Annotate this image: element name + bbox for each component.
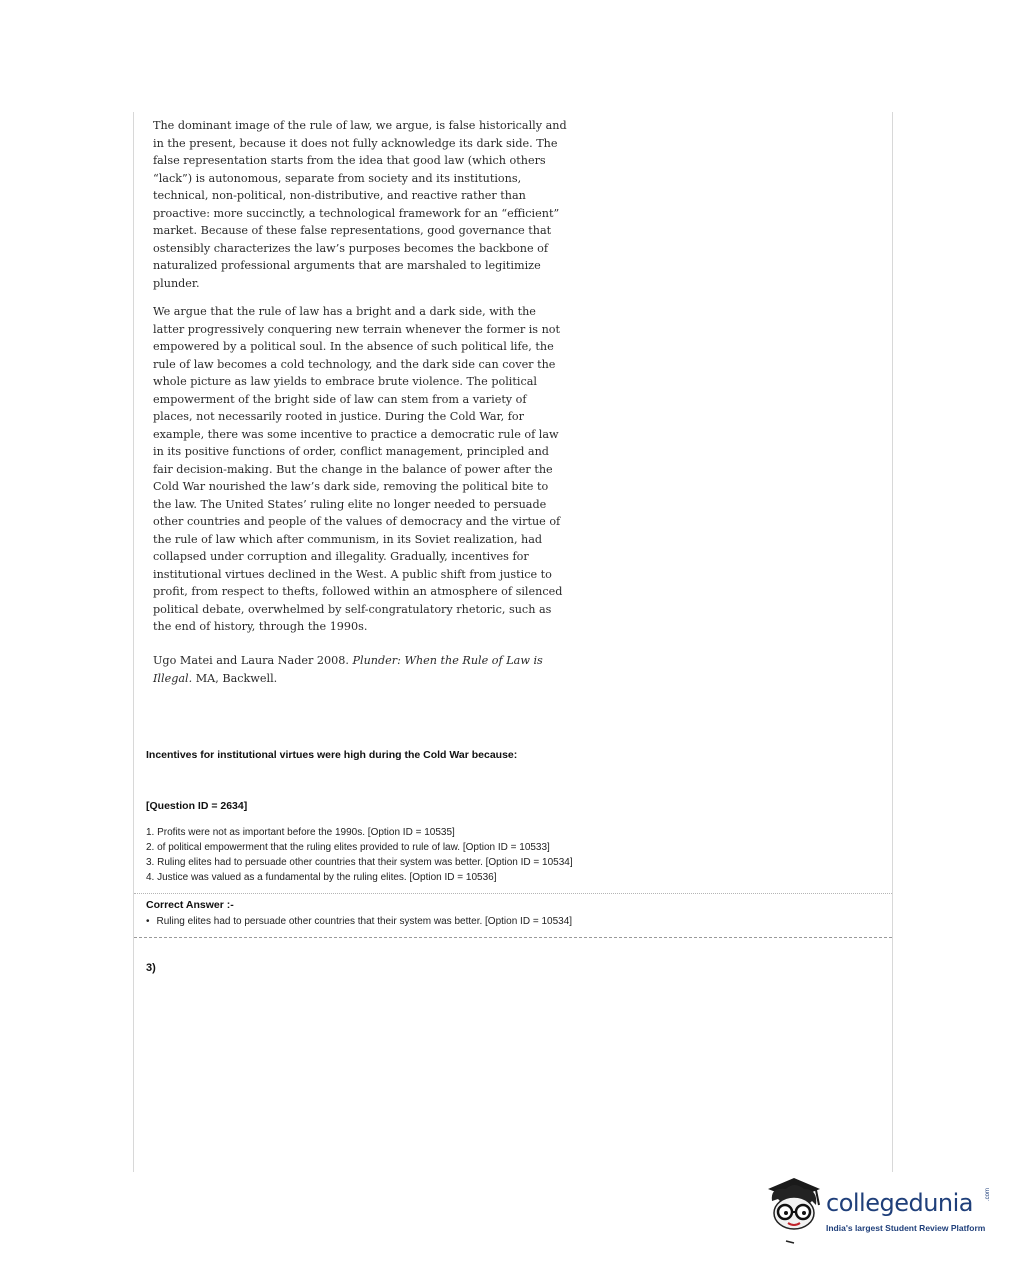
bullet-icon: • xyxy=(146,916,150,927)
citation-authors: Ugo Matei and Laura Nader 2008. xyxy=(153,654,353,667)
dashed-divider xyxy=(134,937,892,938)
logo-wordmark: collegedunia xyxy=(826,1189,974,1217)
dotted-divider xyxy=(134,893,892,894)
next-question-number: 3) xyxy=(146,962,156,974)
option-item: 3. Ruling elites had to persuade other countries that their system was better. [Option ID = 10534] xyxy=(146,857,573,868)
correct-answer-text: Ruling elites had to persuade other countries that their system was better. [Option ID = 10534] xyxy=(156,916,573,927)
citation-publisher: MA, Backwell. xyxy=(192,671,278,685)
logo-suffix: .com xyxy=(985,1187,991,1201)
passage-paragraph-2: We argue that the rule of law has a bright and a dark side, with the latter progressively conquering new terrain whenever the former is not empowered by a political soul. In the absence of such political life, the rule of law becomes a cold technology, and the dark side can cover the whole picture as law yields to embrace brute violence. The political empowerment of the bright side of law can stem from a variety of places, not necessarily rooted in justice. During the Cold War, for example, there was some incentive to practice a democratic rule of law in its positive functions of order, conflict management, principled and fair decision-making. But the change in the balance of power after the Cold War nourished the law’s dark side, removing the political bite to the law. The United States’ ruling elite no longer needed to persuade other countries and people of the values of democracy and the virtue of the rule of law which after communism, in its Soviet realization, had collapsed under corruption and illegality. Gradually, incentives for institutional virtues declined in the West. A public shift from justice to profit, from respect to thefts, followed within an atmosphere of silenced political debate, overwhelmed by self-congratulatory rhetoric, such as the end of history, through the 1990s. xyxy=(153,305,563,633)
passage-paragraph-1: The dominant image of the rule of law, we argue, is false historically and in the present, because it does not fully acknowledge its dark side. The false representation starts from the idea that good law (which others “lack”) is autonomous, separate from society and its institutions, technical, non-political, non-distributive, and reactive rather than proactive: more succinctly, a technological framework for an “efficient” market. Because of these false representations, good governance that ostensibly characterizes the law’s purposes becomes the backbone of naturalized professional arguments that are marshaled to legitimize plunder. xyxy=(153,119,567,290)
correct-answer-label: Correct Answer :- xyxy=(146,899,234,911)
option-item: 4. Justice was valued as a fundamental by the ruling elites. [Option ID = 10536] xyxy=(146,872,497,883)
collegedunia-logo xyxy=(764,1175,1004,1255)
citation-title: Plunder: When the Rule of Law is Illegal. xyxy=(153,654,543,685)
option-item: 2. of political empowerment that the ruling elites provided to rule of law. [Option ID = 10533] xyxy=(146,842,550,853)
reading-passage xyxy=(153,117,568,647)
logo-tagline: India's largest Student Review Platform xyxy=(826,1223,986,1233)
page-frame-left-border xyxy=(133,112,134,1172)
passage-citation xyxy=(153,652,573,687)
option-item: 1. Profits were not as important before the 1990s. [Option ID = 10535] xyxy=(146,827,455,838)
page-frame-right-border xyxy=(892,112,893,1172)
answer-options xyxy=(146,825,846,885)
correct-answer xyxy=(146,916,866,927)
question-id: [Question ID = 2634] xyxy=(146,800,248,812)
question-text: Incentives for institutional virtues were high during the Cold War because: xyxy=(146,749,518,761)
mascot-icon xyxy=(764,1175,826,1251)
